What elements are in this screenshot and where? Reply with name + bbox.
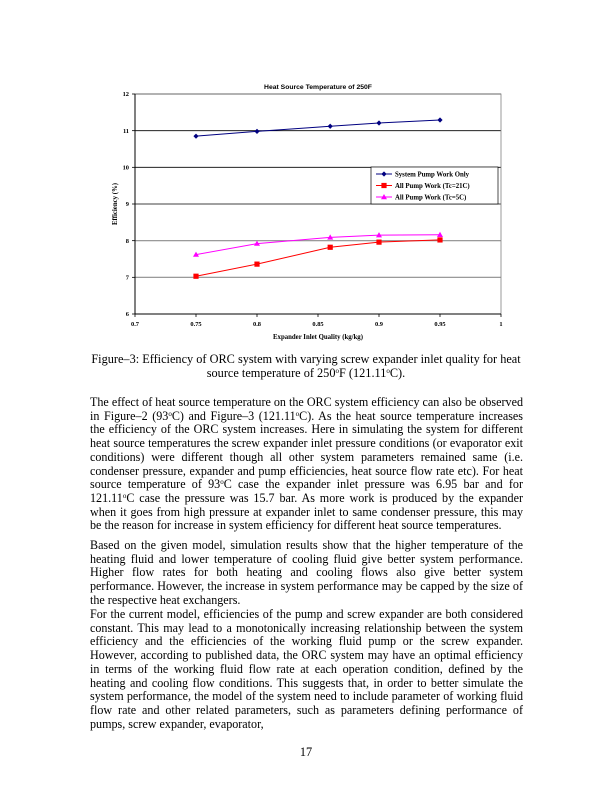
degree-sup: o xyxy=(220,478,224,487)
text-run: C case the expander inlet pressure was 6.95 bar and for 121.11 xyxy=(90,477,523,505)
x-axis-label: Expander Inlet Quality (kg/kg) xyxy=(273,334,363,341)
series-line xyxy=(196,240,440,276)
degree-sup: o xyxy=(122,491,127,500)
x-tick-label: 0.75 xyxy=(190,321,202,328)
legend-marker xyxy=(381,183,386,188)
degree-sup: o xyxy=(295,409,300,418)
text-run: C) and Figure–3 (121.11 xyxy=(171,408,296,423)
y-tick-label: 9 xyxy=(125,201,129,209)
text-run: The effect of heat source temperature on the ORC system efficiency can also be observed in Figure–2 (93 xyxy=(90,395,523,423)
y-axis-label: Efficiency (%) xyxy=(112,182,119,226)
y-tick-label: 12 xyxy=(122,91,129,99)
x-tick-label: 0.95 xyxy=(434,321,446,328)
data-point xyxy=(328,245,333,250)
chart-title: Heat Source Temperature of 250F xyxy=(264,84,372,91)
efficiency-chart xyxy=(0,0,612,350)
x-tick-label: 0.7 xyxy=(131,321,139,328)
text-run: C case the pressure was 15.7 bar. As more work is produced by the expander when it goes from high pressure at expander inlet to same condenser pressure, this may be the reason for increase in system efficiency for different heat source temperatures. xyxy=(90,490,523,533)
degree-sup: o xyxy=(335,367,339,375)
paragraph-3: For the current model, efficiencies of the pump and screw expander are both considered constant. This may lead to a monotonically increasing relationship between the system efficiency and the efficiencies of the working fluid pump or the screw expander. However, according to published data, the ORC system may have an optimal efficiency in terms of the working fluid flow rate at each operation condition, defined by the heating and cooling flow conditions. This suggests that, in order to better simulate the system performance, the model of the system need to include parameter of working fluid flow rate and other related parameters, such as parameters defining performance of pumps, screw expander, evaporator, xyxy=(90,607,523,731)
caption-text: F (121.11 xyxy=(338,366,387,380)
y-ticks xyxy=(123,91,135,318)
data-point xyxy=(437,237,442,242)
legend-label: All Pump Work (Tc=21C) xyxy=(395,182,470,190)
page-number: 17 xyxy=(299,745,313,759)
y-tick-label: 10 xyxy=(122,164,129,172)
degree-sup: o xyxy=(168,409,172,418)
data-point xyxy=(437,117,442,122)
paragraph-1 xyxy=(90,396,523,533)
data-point xyxy=(193,134,198,139)
data-point xyxy=(376,240,381,245)
legend xyxy=(371,167,498,204)
legend-label: All Pump Work (Tc=5C) xyxy=(395,194,467,202)
x-tick-label: 0.8 xyxy=(253,321,261,328)
x-tick-label: 1 xyxy=(499,321,503,328)
y-tick-label: 6 xyxy=(125,311,129,319)
degree-sup: o xyxy=(386,367,390,375)
caption-text: source temperature of 250 xyxy=(206,366,336,380)
data-point xyxy=(376,120,381,125)
text-run: C). As the heat source temperature increases the efficiency of the ORC system increases. Here in simulating the system for different heat source temperatures the screw expander inlet pressure conditions (or evaporator exit conditions) were different though all other system parameters remained same (i.e. condenser pressure, expander and pump efficiencies, heat source flow rate etc). For heat source temperature of 93 xyxy=(90,408,523,492)
x-ticks xyxy=(131,314,503,328)
y-tick-label: 11 xyxy=(122,127,129,135)
figure-caption xyxy=(86,352,526,380)
series-3 xyxy=(193,232,443,257)
y-tick-label: 8 xyxy=(125,237,129,245)
data-point xyxy=(193,274,198,279)
x-tick-label: 0.85 xyxy=(312,321,324,328)
series-line xyxy=(196,120,440,136)
paragraph-2: Based on the given model, simulation results show that the higher temperature of the heating fluid and lower temperature of cooling fluid give better system performance. Higher flow rates for both heating and cooling flows also give better system performance. However, the increase in system performance may be capped by the size of the respective heat exchangers. xyxy=(90,538,523,607)
data-point xyxy=(328,124,333,129)
data-point xyxy=(254,129,259,134)
y-tick-label: 7 xyxy=(125,274,129,282)
caption-line-1: Figure–3: Efficiency of ORC system with varying screw expander inlet quality for heat xyxy=(91,352,521,366)
caption-text: C). xyxy=(389,366,406,380)
legend-label: System Pump Work Only xyxy=(395,171,470,179)
caption-line-2 xyxy=(86,366,526,380)
data-point xyxy=(254,262,259,267)
series-line xyxy=(196,235,440,255)
series-2 xyxy=(193,237,442,279)
x-tick-label: 0.9 xyxy=(375,321,383,328)
series-1 xyxy=(193,117,442,138)
